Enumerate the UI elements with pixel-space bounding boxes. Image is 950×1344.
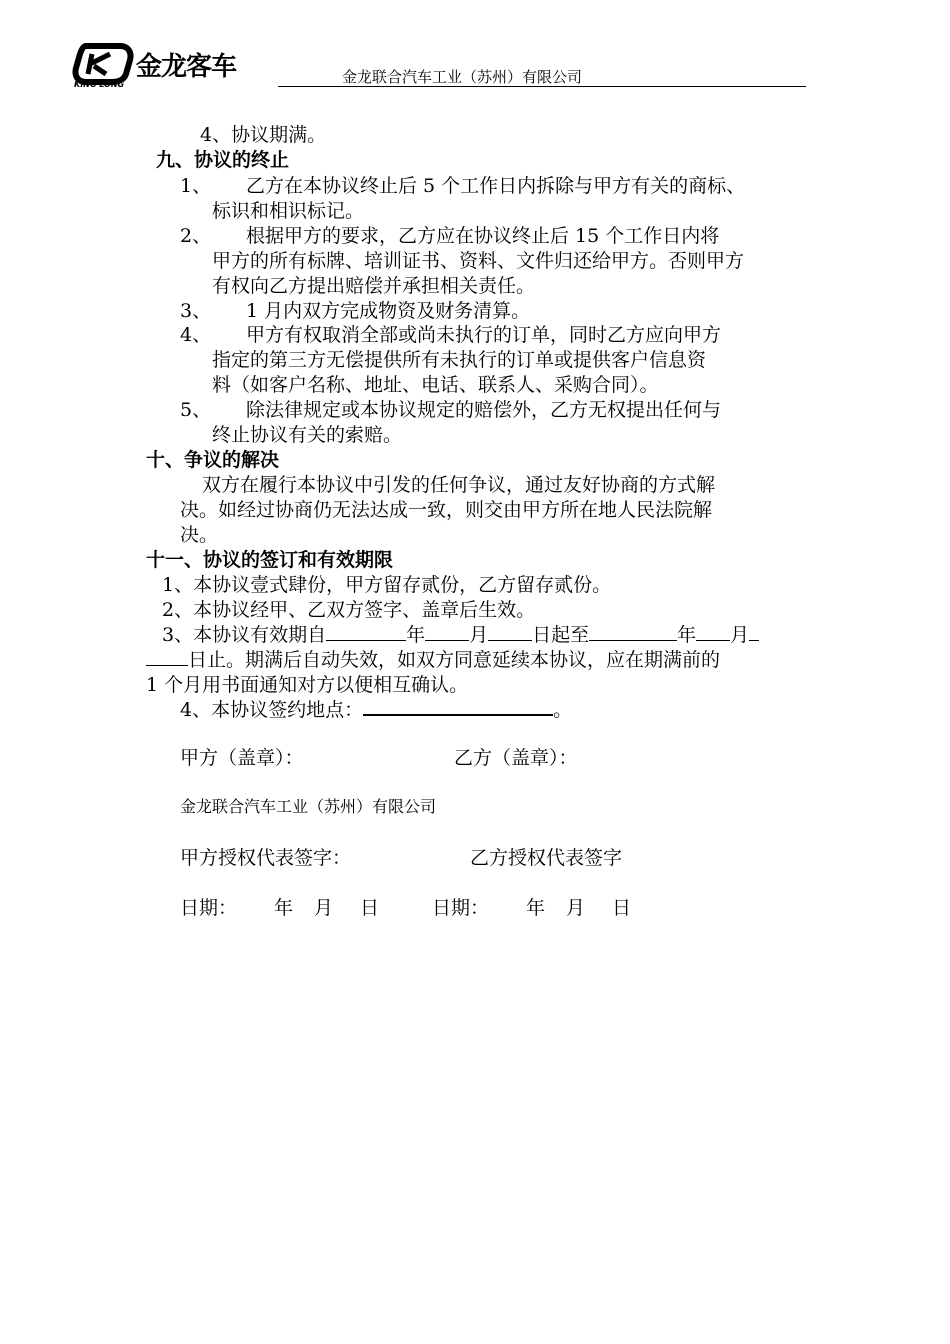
date-a-year: 年 bbox=[274, 897, 294, 919]
date-a-label: 日期： bbox=[180, 897, 238, 919]
s9-i2-l1: 根据甲方的要求，乙方应在协议终止后 15 个工作日内将 bbox=[246, 225, 720, 247]
s11-i4-label: 4、本协议签约地点： bbox=[180, 699, 364, 721]
s9-i4-l2: 指定的第三方无偿提供所有未执行的订单或提供客户信息资 bbox=[212, 349, 707, 371]
s10-l3: 决。 bbox=[180, 524, 219, 546]
s11-title: 十一、协议的签订和有效期限 bbox=[146, 549, 394, 571]
s11-i3-day1: 日起至 bbox=[532, 624, 590, 646]
s11-i2: 2、本协议经甲、乙双方签字、盖章后生效。 bbox=[162, 599, 536, 621]
s11-i3-month2: 月 bbox=[730, 624, 750, 646]
s10-l1: 双方在履行本协议中引发的任何争议，通过友好协商的方式解 bbox=[202, 474, 716, 496]
date-b-month: 月 bbox=[566, 897, 586, 919]
party-a-rep: 甲方授权代表签字： bbox=[180, 847, 352, 869]
s11-i3-year1: 年 bbox=[406, 624, 426, 646]
s9-i1-l1: 乙方在本协议终止后 5 个工作日内拆除与甲方有关的商标、 bbox=[246, 175, 746, 197]
date-a-day: 日 bbox=[360, 897, 380, 919]
blank-start-month bbox=[425, 624, 469, 641]
s11-i4-end: 。 bbox=[553, 699, 573, 721]
blank-end-day bbox=[146, 649, 188, 666]
blank-start-year bbox=[326, 624, 406, 641]
s9-i5-l1: 除法律规定或本协议规定的赔偿外，乙方无权提出任何与 bbox=[246, 399, 722, 421]
s9-i4-l3: 料（如客户名称、地址、电话、联系人、采购合同）。 bbox=[212, 374, 659, 396]
logo-text: 金龙客车 bbox=[136, 52, 237, 82]
s9-i3-num: 3、 bbox=[180, 300, 212, 322]
logo-subtext: KING LONG bbox=[74, 80, 125, 89]
blank-sign-location bbox=[363, 698, 553, 716]
s9-i2-num: 2、 bbox=[180, 225, 212, 247]
s9-i1-l2: 标识和相识标记。 bbox=[212, 200, 365, 222]
sign-company: 金龙联合汽车工业（苏州）有限公司 bbox=[180, 797, 437, 816]
s9-i3-l1: 1 月内双方完成物资及财务清算。 bbox=[246, 300, 531, 322]
s9-i2-l2: 甲方的所有标牌、培训证书、资料、文件归还给甲方。否则甲方 bbox=[212, 250, 745, 272]
blank-end-month bbox=[696, 624, 730, 641]
blank-start-day bbox=[488, 624, 532, 641]
date-b-day: 日 bbox=[612, 897, 632, 919]
s11-i1: 1、本协议壹式肆份，甲方留存贰份，乙方留存贰份。 bbox=[162, 574, 612, 596]
s9-i2-l3: 有权向乙方提出赔偿并承担相关责任。 bbox=[212, 275, 536, 297]
s9-i5-l2: 终止协议有关的索赔。 bbox=[212, 424, 403, 446]
s10-l2: 决。如经过协商仍无法达成一致，则交由甲方所在地人民法院解 bbox=[180, 499, 713, 521]
party-a-seal: 甲方（盖章）： bbox=[180, 747, 304, 769]
s9-i4-num: 4、 bbox=[180, 324, 212, 346]
s11-i3-start: 3、本协议有效期自 bbox=[162, 624, 327, 646]
date-b-label: 日期： bbox=[432, 897, 490, 919]
s11-i3-month1: 月 bbox=[469, 624, 489, 646]
s9-i1-num: 1、 bbox=[180, 175, 212, 197]
blank-end-month-tail bbox=[749, 624, 759, 641]
s11-i4-line bbox=[180, 695, 572, 722]
s11-i3-line3: 1 个月用书面通知对方以便相互确认。 bbox=[146, 674, 469, 696]
s8-item-4: 4、协议期满。 bbox=[200, 124, 327, 146]
s9-title: 九、协议的终止 bbox=[156, 149, 290, 171]
party-b-seal: 乙方（盖章）： bbox=[454, 747, 578, 769]
header-logo bbox=[72, 42, 262, 90]
s11-i3-year2: 年 bbox=[677, 624, 697, 646]
date-b-year: 年 bbox=[526, 897, 546, 919]
date-a-month: 月 bbox=[314, 897, 334, 919]
header-company: 金龙联合汽车工业（苏州）有限公司 bbox=[342, 68, 583, 86]
s9-i5-num: 5、 bbox=[180, 399, 212, 421]
party-b-rep: 乙方授权代表签字 bbox=[470, 847, 623, 869]
s9-i4-l1: 甲方有权取消全部或尚未执行的订单，同时乙方应向甲方 bbox=[246, 324, 722, 346]
s11-i3-line2 bbox=[146, 645, 720, 672]
s11-i3-line bbox=[162, 620, 759, 647]
header-rule bbox=[278, 86, 806, 87]
s10-title: 十、争议的解决 bbox=[146, 449, 280, 471]
s11-i3-day2: 日止。期满后自动失效，如双方同意延续本协议，应在期满前的 bbox=[188, 649, 721, 671]
blank-end-year bbox=[589, 624, 677, 641]
